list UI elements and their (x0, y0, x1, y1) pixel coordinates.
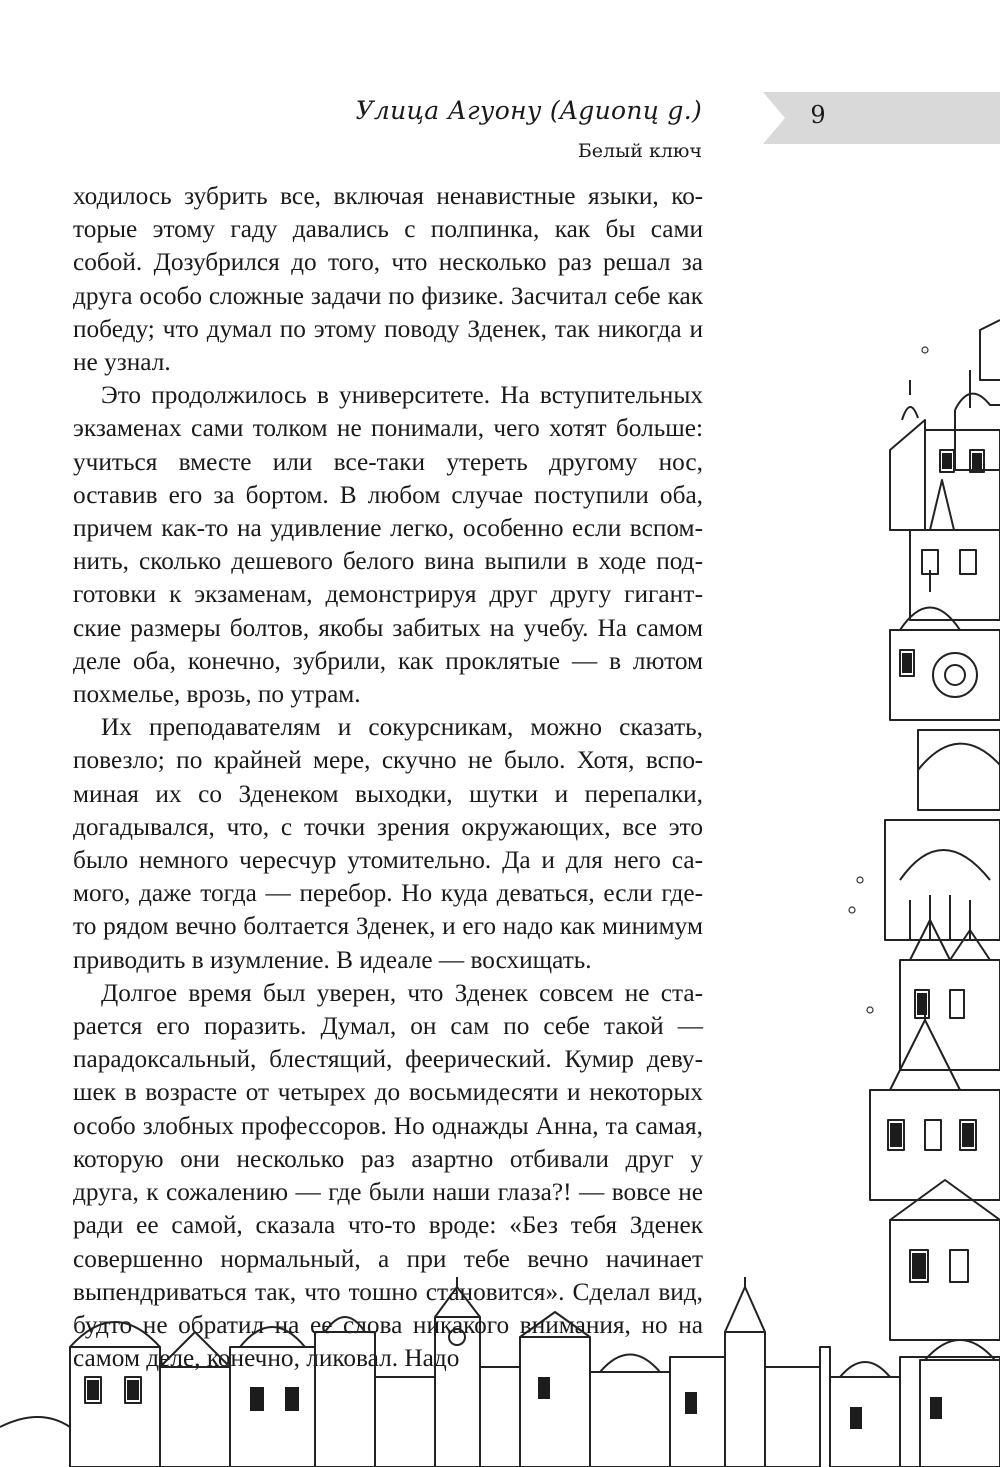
text-line: никогда и не узнал. (73, 314, 703, 377)
text-line: было немного чересчур утомительно. Да и для него са (73, 846, 703, 875)
text-line: вовсе не ради ее самой, сказала что-то вроде: «Без тебя (73, 1178, 703, 1240)
text-line: друг у друга, к сожалению — где были наши глаза?! — (73, 1144, 704, 1207)
text-line: ходилось зубрить все, включая ненавистные языки, ко (73, 182, 703, 210)
text-line: рается его поразить. Думал, он сам по себе такой — (73, 1012, 703, 1041)
text-line: похмелье, врозь, по утрам. (73, 680, 361, 709)
text-line: ше: учиться вместе или все-таки утереть другому нос, (73, 414, 703, 476)
text-line: шек в возрасте от четырех до восьмидесяти и некото (73, 1078, 661, 1107)
running-header-title: Улица Агуону (Aguonų g.) (355, 96, 702, 125)
paragraph (73, 379, 703, 711)
body-text (73, 180, 703, 1375)
text-line: Их преподавателям и сокурсникам, можно сказать, (101, 713, 703, 742)
text-line: друга особо сложные задачи по физике. Засчитал себе (73, 281, 661, 310)
text-line: Зденек совершенно нормальный, а при тебе вечно на (73, 1211, 703, 1273)
text-line: самая, которую они несколько раз азартно отбивали (73, 1111, 704, 1173)
text-line: причем как-то на удивление легко, особенно если вспом (73, 514, 703, 543)
page-number: 9 (810, 101, 826, 129)
text-line: где-то рядом вечно болтается Зденек, и его надо как (73, 879, 703, 941)
page-number-tab (763, 92, 1000, 144)
text-line: готовки к экзаменам, демонстрируя друг другу гигант (73, 580, 703, 609)
text-line: Долгое время был уверен, что Зденек совсем не ста (101, 978, 703, 1007)
running-header-subtitle: Белый ключ (577, 140, 702, 162)
text-line: внимания, но на самом деле, конечно, ликовал. Надо (73, 1310, 703, 1373)
text-line: экзаменах сами толком не понимали, чего хотят боль (73, 414, 666, 443)
text-line: собой. Дозубрился до того, что несколько раз решал за (73, 248, 703, 277)
text-line: рых особо злобных профессоров. Но однажды Анна, та (73, 1078, 703, 1140)
text-line: нить, сколько дешевого белого вина выпили в ходе под (73, 547, 703, 576)
text-line: повезло; по крайней мере, скучно не было. Хотя, вспо (73, 746, 703, 775)
text-line: миная их со Зденеком выходки, шутки и перепалки, (73, 779, 703, 808)
text-line: деле оба, конечно, зубрили, как проклятые — в лютом (73, 646, 703, 675)
text-line: минимум приводить в изумление. В идеале — восхищать. (73, 912, 703, 974)
city-skyline-illustration (0, 1277, 1000, 1467)
text-line: Сделал вид, будто не обратил на ее слова никакого (73, 1277, 704, 1339)
text-line: мого, даже тогда — перебор. Но куда деваться, если (73, 879, 653, 908)
text-line: торые этому гаду давались с полпинка, как бы сами (73, 215, 703, 244)
text-line: ские размеры болтов, якобы забитых на учебу. На самом (73, 613, 703, 642)
page-tab-shape (763, 92, 1000, 144)
text-line: как победу; что думал по этому поводу Зденек, так (73, 281, 703, 343)
text-line: оставив его за бортом. В любом случае поступили оба, (73, 480, 703, 509)
text-line: парадоксальный, блестящий, феерический. Кумир деву (73, 1045, 703, 1074)
text-line: Это продолжилось в университете. На вступительных (101, 381, 703, 410)
text-line: догадывался, что, с точки зрения окружающих, все это (73, 812, 703, 841)
paragraph (73, 180, 703, 379)
text-line: чинает выпендриваться так, что тошно становится». (73, 1244, 703, 1306)
paragraph (73, 711, 703, 977)
